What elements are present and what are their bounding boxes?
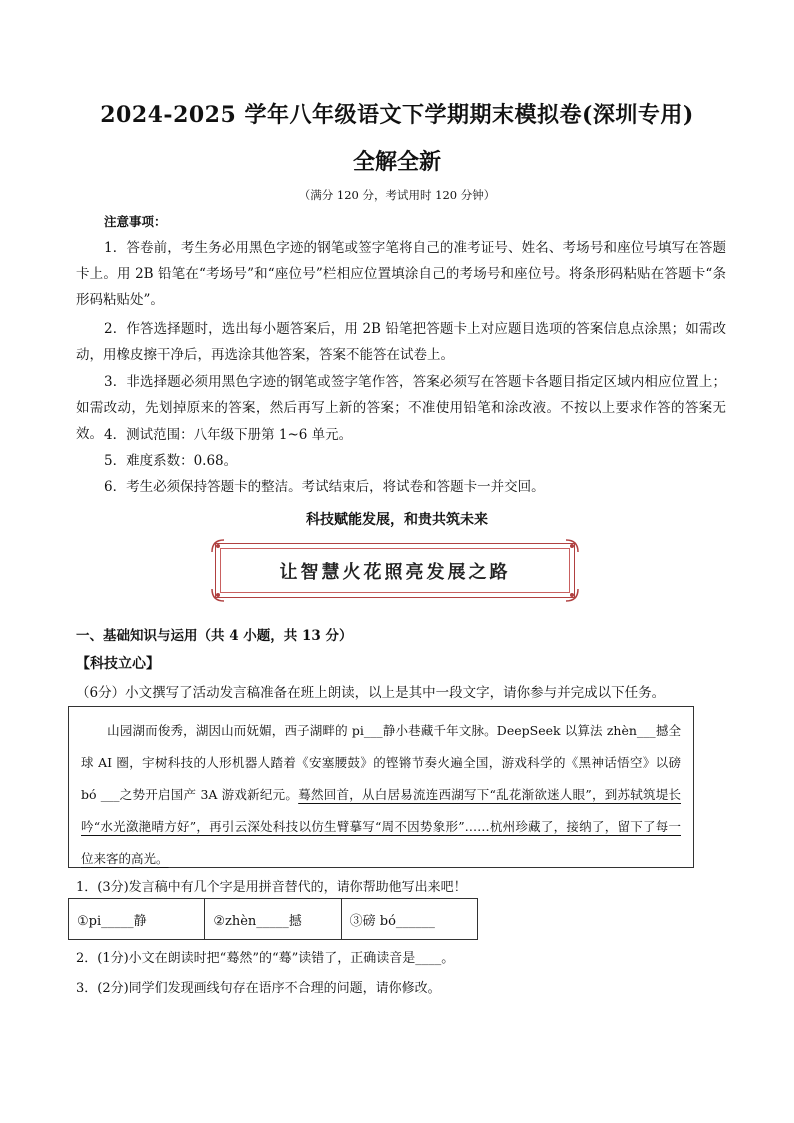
pinyin-cell-2[interactable]: ②zhèn_____撼 [205, 899, 341, 939]
question-3: 3．(2分)同学们发现画线句存在语序不合理的问题，请你修改。 [76, 981, 441, 996]
passage-plain-text: 山园湖而俊秀，湖因山而妩媚，西子湖畔的 pi___静小巷藏千年文脉。DeepSeek 以算法 zhèn___撼全球 AI 圈，宇树科技的人形机器人踏着《安塞腰鼓》的铿锵节奏火遍全国，游戏科学的《黑神话悟空》以磅 bó ___之势开启国产 3A 游戏新纪元。 [81, 723, 681, 802]
reading-passage [68, 706, 694, 868]
pinyin-cell-1[interactable]: ①pi_____静 [69, 899, 205, 939]
notice-item-4: 4．测试范围：八年级下册第 1~6 单元。 [104, 427, 353, 443]
topic-heading: 【科技立心】 [76, 656, 160, 672]
pinyin-cell-3[interactable]: ③磅 bó______ [349, 913, 435, 929]
notice-item-2: 2．作答选择题时，选出每小题答案后，用 2B 铅笔把答题卡上对应题目选项的答案信息点涂黑；如需改动，用橡皮擦干净后，再选涂其他答案，答案不能答在试卷上。 [76, 321, 726, 363]
passage-underlined-text: 蓦然回首，从白居易流连西湖写下“乱花渐欲迷人眼”，到苏轼筑堤长吟“水光潋滟晴方好”，再引云深处科技以仿生臂摹写“周不因势象形”……杭州珍藏了，接纳了，留下了每一位来客的高光。 [81, 787, 681, 866]
banner-ornament-icon [564, 538, 580, 554]
score-note: （满分 120 分，考试用时 120 分钟） [298, 188, 496, 202]
question-2: 2．(1分)小文在朗读时把“蓦然”的“蓦”读错了，正确读音是____。 [76, 951, 455, 966]
banner-ornament-icon [210, 538, 226, 554]
notice-item-3: 3．非选择题必须用黑色字迹的钢笔或签字笔作答，答案必须写在答题卡各题目指定区域内相应位置上；如需改动，先划掉原来的答案，然后再写上新的答案；不准使用铅笔和涂改液。不按以上要求作答的答案无效。 [76, 374, 726, 442]
theme-banner [215, 543, 575, 598]
notice-item-1: 1．答卷前，考生务必用黑色字迹的钢笔或签字笔将自己的准考证号、姓名、考场号和座位号填写在答题卡上。用 2B 铅笔在“考场号”和“座位号”栏相应位置填涂自己的考场号和座位号。将条形码粘贴在答题卡“条形码粘贴处”。 [76, 240, 726, 308]
theme-heading: 科技赋能发展，和贵共筑未来 [306, 512, 488, 528]
task-intro: （6分）小文撰写了活动发言稿准备在班上朗读，以上是其中一段文字，请你参与并完成以下任务。 [76, 685, 666, 701]
notice-item-6: 6．考生必须保持答题卡的整洁。考试结束后，将试卷和答题卡一并交回。 [104, 479, 545, 495]
exam-title: 2024-2025 学年八年级语文下学期期末模拟卷(深圳专用) [100, 102, 694, 128]
pinyin-answer-table [68, 898, 478, 940]
banner-text: 让智慧火花照亮发展之路 [279, 562, 511, 583]
banner-ornament-icon [210, 587, 226, 603]
exam-subtitle: 全解全新 [352, 149, 441, 175]
section-heading: 一、基础知识与运用（共 4 小题，共 13 分） [76, 628, 353, 644]
question-1: 1．(3分)发言稿中有几个字是用拼音替代的，请你帮助他写出来吧！ [76, 880, 467, 895]
banner-ornament-icon [564, 587, 580, 603]
notice-item-5: 5．难度系数：0.68。 [104, 453, 238, 469]
notice-heading: 注意事项： [104, 214, 167, 229]
